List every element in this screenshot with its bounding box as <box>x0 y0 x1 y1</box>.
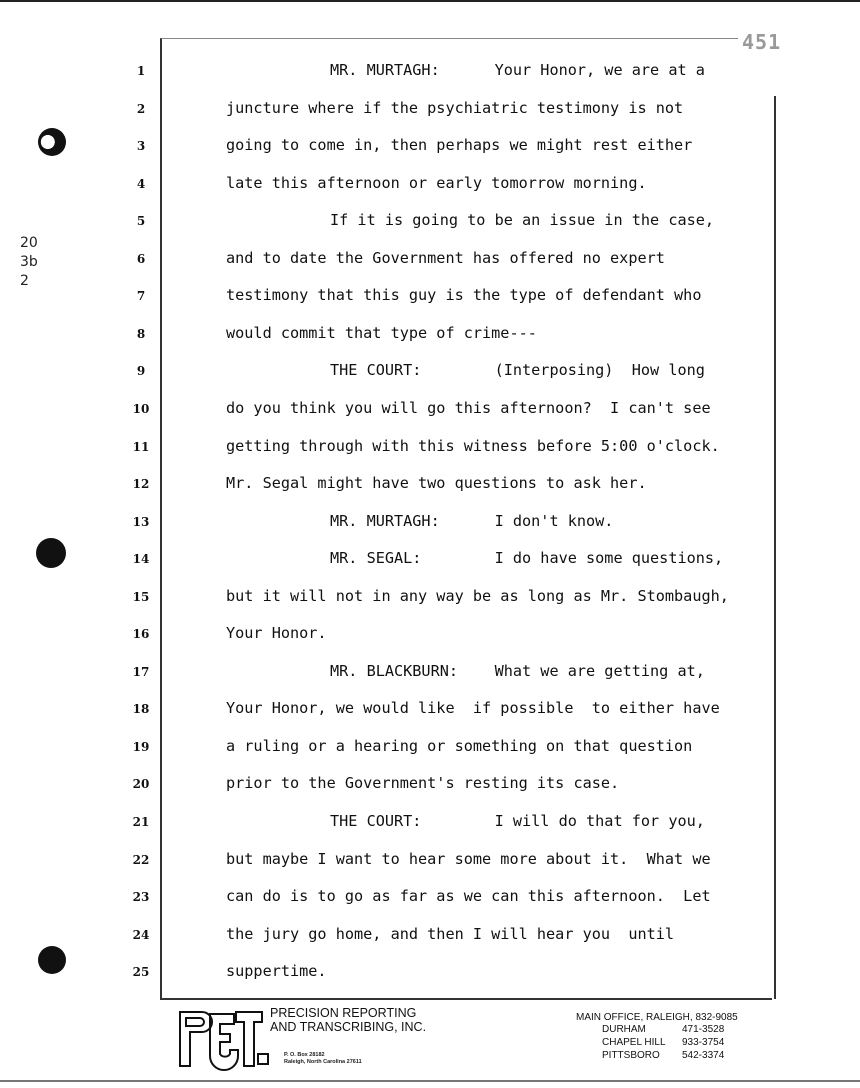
transcript-line <box>0 959 860 983</box>
transcript-line <box>0 208 860 232</box>
line-text: MR. MURTAGH: I don't know. <box>330 511 614 530</box>
office-row <box>602 1049 766 1062</box>
transcript-line <box>0 809 860 833</box>
transcript-line <box>0 771 860 795</box>
transcript-line <box>0 133 860 157</box>
address-line-1: P. O. Box 28182 <box>284 1052 325 1058</box>
transcript-line <box>0 509 860 533</box>
office-phone: 471-3528 <box>682 1024 725 1035</box>
transcript-line <box>0 358 860 382</box>
line-text: Your Honor, we would like if possible to either have <box>226 699 720 718</box>
line-number: 7 <box>136 289 146 304</box>
line-number: 24 <box>132 927 150 942</box>
line-number: 6 <box>136 251 146 266</box>
line-text: testimony that this guy is the type of defendant who <box>226 286 702 305</box>
office-city: PITTSBORO <box>602 1050 660 1061</box>
line-number: 2 <box>136 101 146 116</box>
transcript-line <box>0 884 860 908</box>
transcript-line <box>0 434 860 458</box>
line-text: would commit that type of crime--- <box>226 323 537 342</box>
transcript-line <box>0 696 860 720</box>
line-text: but maybe I want to hear some more about it. What we <box>226 849 711 868</box>
line-number: 25 <box>132 965 150 980</box>
line-number: 1 <box>136 64 146 78</box>
line-number: 21 <box>132 815 150 829</box>
line-text: Mr. Segal might have two questions to ask her. <box>226 474 647 493</box>
office-row <box>602 1023 766 1036</box>
transcript-line <box>0 96 860 120</box>
line-text: prior to the Government's resting its case. <box>226 774 620 793</box>
line-text: getting through with this witness before 5:00 o'clock. <box>226 436 720 455</box>
office-city: CHAPEL HILL <box>602 1037 666 1048</box>
line-number: 20 <box>132 777 150 792</box>
line-text: If it is going to be an issue in the case, <box>330 211 715 230</box>
transcript-line <box>0 396 860 420</box>
line-number: 10 <box>132 401 150 416</box>
line-text: MR. SEGAL: I do have some questions, <box>330 549 724 568</box>
transcript-line <box>0 246 860 270</box>
line-number: 16 <box>132 627 150 642</box>
transcript-line <box>0 171 860 195</box>
line-number: 18 <box>132 702 150 717</box>
line-text: MR. BLACKBURN: What we are getting at, <box>330 661 705 680</box>
transcript-line <box>0 283 860 307</box>
line-number: 4 <box>136 176 146 191</box>
line-text: late this afternoon or early tomorrow morning. <box>226 173 647 192</box>
margin-note-line: 3b <box>20 254 38 270</box>
transcript-line <box>0 659 860 683</box>
line-number: 5 <box>136 214 146 229</box>
line-text: suppertime. <box>226 962 327 981</box>
line-text: and to date the Government has offered no expert <box>226 248 665 267</box>
line-number: 11 <box>132 439 150 454</box>
line-number: 13 <box>132 514 150 529</box>
main-office: MAIN OFFICE, RALEIGH, 832-9085 <box>576 1012 738 1023</box>
footer-rule <box>160 998 772 1000</box>
office-city: DURHAM <box>602 1024 646 1035</box>
line-text: but it will not in any way be as long as Mr. Stombaugh, <box>226 586 729 605</box>
line-text: THE COURT: I will do that for you, <box>330 812 705 830</box>
transcript-line <box>0 584 860 608</box>
transcript-line <box>0 321 860 345</box>
line-number: 9 <box>136 364 146 379</box>
transcript-line <box>0 58 860 82</box>
page-number: 451 <box>742 30 782 54</box>
line-number: 14 <box>132 552 150 567</box>
line-number: 12 <box>132 477 150 492</box>
margin-note-line: 20 <box>20 235 38 251</box>
line-number: 8 <box>136 326 146 341</box>
transcript-line <box>0 471 860 495</box>
line-number: 15 <box>132 589 150 604</box>
company-name-line-2: AND TRANSCRIBING, INC. <box>270 1020 427 1034</box>
line-number: 17 <box>132 664 150 679</box>
line-text: Your Honor. <box>226 624 327 643</box>
office-phone: 542-3374 <box>682 1050 725 1061</box>
line-number: 19 <box>132 739 150 754</box>
company-name-line-1: PRECISION REPORTING <box>270 1006 417 1020</box>
line-text: MR. MURTAGH: Your Honor, we are at a <box>330 61 705 79</box>
line-text: THE COURT: (Interposing) How long <box>330 361 705 380</box>
bottom-rule <box>0 1080 860 1082</box>
line-text: a ruling or a hearing or something on that question <box>226 736 693 755</box>
office-row <box>602 1036 766 1049</box>
line-text: juncture where if the psychiatric testimony is not <box>226 98 684 117</box>
line-number: 3 <box>136 139 146 154</box>
line-number: 22 <box>132 852 150 867</box>
top-rule <box>0 0 860 2</box>
company-name <box>270 1006 460 1034</box>
transcript-line <box>0 621 860 645</box>
transcript-line <box>0 546 860 570</box>
line-text: the jury go home, and then I will hear you until <box>226 924 675 943</box>
line-text: do you think you will go this afternoon? I can't see <box>226 398 711 417</box>
company-logo <box>174 1006 270 1072</box>
address-line-2: Raleigh, North Carolina 27611 <box>284 1059 362 1065</box>
transcript-line <box>0 922 860 946</box>
transcript-line <box>0 847 860 871</box>
company-address <box>284 1052 464 1066</box>
margin-note-line: 2 <box>20 273 29 289</box>
line-text: going to come in, then perhaps we might rest either <box>226 136 693 155</box>
line-number: 23 <box>132 890 150 905</box>
line-text: can do is to go as far as we can this afternoon. Let <box>226 887 711 906</box>
transcript-line <box>0 734 860 758</box>
office-list <box>576 1012 766 1062</box>
office-phone: 933-3754 <box>682 1037 725 1048</box>
